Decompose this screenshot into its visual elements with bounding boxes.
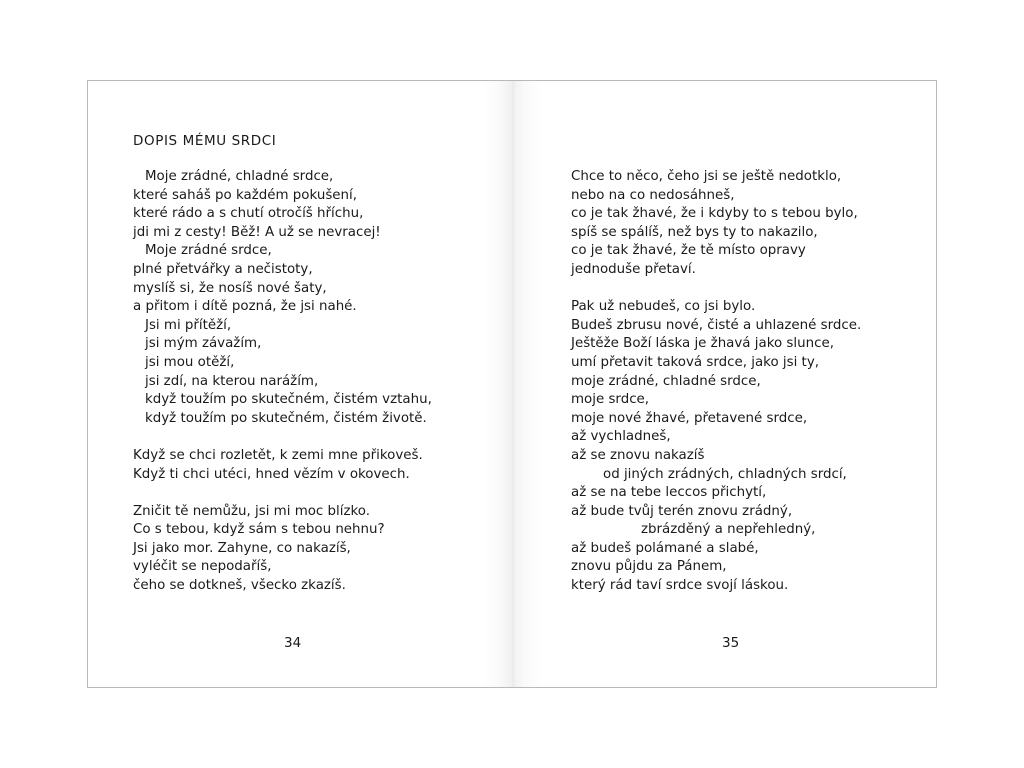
poem-line: myslíš si, že nosíš nové šaty,: [133, 280, 327, 296]
poem-line: nebo na co nedosáhneš,: [571, 187, 735, 203]
poem-line: jsi mou otěží,: [145, 354, 235, 370]
poem-title: DOPIS MÉMU SRDCI: [133, 133, 277, 149]
poem-line: jdi mi z cesty! Běž! A už se nevracej!: [133, 224, 381, 240]
poem-line: čeho se dotkneš, všecko zkazíš.: [133, 578, 346, 594]
poem-line: Jsi jako mor. Zahyne, co nakazíš,: [133, 540, 351, 556]
poem-line: co je tak žhavé, že i kdyby to s tebou bylo,: [571, 206, 858, 222]
poem-line: vyléčit se nepodaříš,: [133, 559, 272, 575]
page-number-right: 35: [722, 635, 740, 651]
poem-line: Když ti chci utéci, hned vězím v okovech.: [133, 466, 410, 482]
poem-line: umí přetavit taková srdce, jako jsi ty,: [571, 354, 819, 370]
poem-line: moje srdce,: [571, 392, 650, 408]
poem-line: až bude tvůj terén znovu zrádný,: [571, 503, 793, 519]
poem-line: jsi zdí, na kterou narážím,: [145, 373, 319, 389]
right-poem-lines: [571, 168, 861, 596]
poem-line: když toužím po skutečném, čistém životě.: [145, 410, 427, 426]
poem-line: Jsi mi přítěží,: [145, 317, 232, 333]
poem-line: plné přetvářky a nečistoty,: [133, 261, 313, 277]
poem-line: Chce to něco, čeho jsi se ještě nedotklo,: [571, 169, 842, 184]
poem-line: spíš se spálíš, než bys ty to nakazilo,: [571, 224, 818, 240]
poem-line: jednoduše přetaví.: [571, 261, 696, 277]
poem-line: až se na tebe leccos přichytí,: [571, 485, 767, 501]
poem-line: až vychladneš,: [571, 429, 671, 445]
right-page: [513, 81, 937, 687]
poem-line: Ještěže Boží láska je žhavá jako slunce,: [571, 336, 834, 352]
poem-line: když toužím po skutečném, čistém vztahu,: [145, 392, 432, 408]
poem-line: co je tak žhavé, že tě místo opravy: [571, 243, 806, 259]
book-spread: [87, 80, 937, 688]
poem-line: Moje zrádné, chladné srdce,: [145, 169, 334, 184]
poem-line: [133, 428, 432, 447]
poem-line: [133, 484, 432, 503]
poem-line: který rád taví srdce svojí láskou.: [571, 578, 789, 594]
poem-line: Zničit tě nemůžu, jsi mi moc blízko.: [133, 503, 371, 519]
poem-line: od jiných zrádných, chladných srdcí,: [603, 466, 847, 482]
poem-line: které saháš po každém pokušení,: [133, 187, 357, 203]
poem-line: které rádo a s chutí otročíš hříchu,: [133, 206, 364, 222]
poem-line: Moje zrádné srdce,: [145, 243, 272, 259]
poem-line: Pak už nebudeš, co jsi bylo.: [571, 299, 756, 315]
left-poem-lines: [133, 168, 432, 596]
left-page: [88, 81, 513, 687]
poem-line: a přitom i dítě pozná, že jsi nahé.: [133, 299, 357, 315]
poem-line: Co s tebou, když sám s tebou nehnu?: [133, 522, 385, 538]
poem-line: jsi mým závažím,: [145, 336, 262, 352]
poem-line: moje zrádné, chladné srdce,: [571, 373, 761, 389]
poem-line: až budeš polámané a slabé,: [571, 540, 759, 556]
poem-line: Když se chci rozletět, k zemi mne přikoveš.: [133, 447, 423, 463]
poem-line: zbrázděný a nepřehledný,: [641, 522, 816, 538]
poem-line: Budeš zbrusu nové, čisté a uhlazené srdce.: [571, 317, 862, 333]
poem-line: moje nové žhavé, přetavené srdce,: [571, 410, 808, 426]
page-number-left: 34: [284, 635, 302, 651]
poem-line: až se znovu nakazíš: [571, 447, 705, 463]
poem-line: [571, 280, 861, 299]
poem-line: znovu půjdu za Pánem,: [571, 559, 727, 575]
